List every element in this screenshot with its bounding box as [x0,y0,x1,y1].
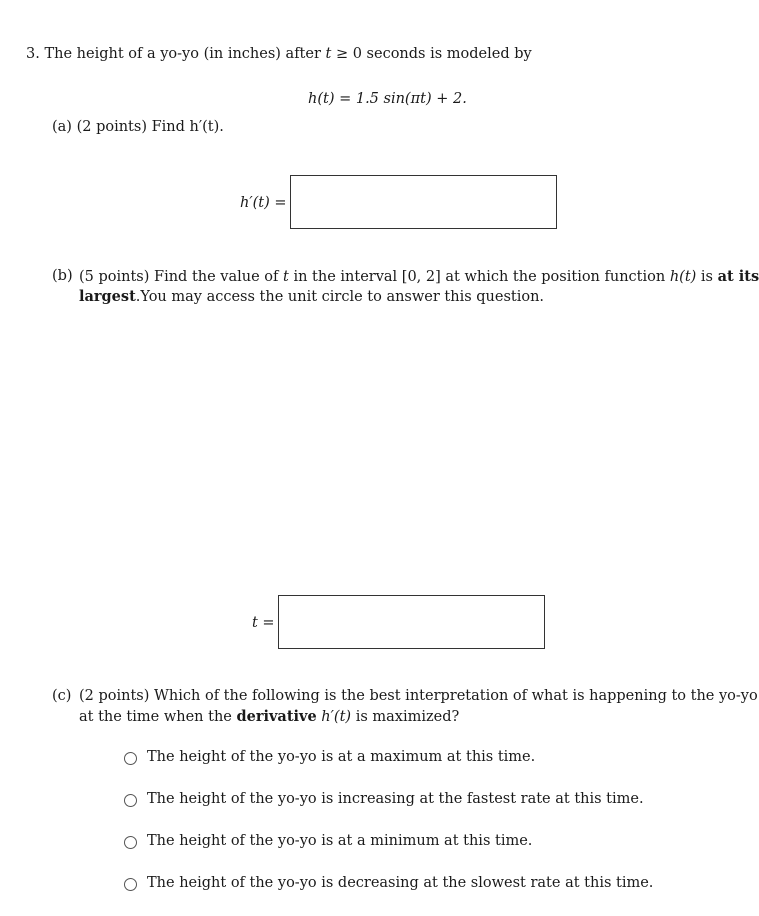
part-a-answer-box[interactable] [290,175,557,229]
option-1-radio[interactable] [124,752,137,765]
option-4-label[interactable]: The height of the yo-yo is decreasing at the slowest rate at this time. [147,875,654,891]
part-b-text-b: in the interval [0, 2] at which the position function [293,269,666,285]
part-b-answer-label: t = [252,615,275,631]
problem-intro-cond: ≥ 0 seconds is modeled by [335,46,532,62]
problem-intro-var: t [325,46,332,62]
part-b-bold-b: largest [79,288,136,305]
part-c-prompt-line2 [79,708,459,725]
part-a-prompt [52,119,224,135]
part-a-text: (2 points) Find h′(t). [76,119,224,135]
problem-intro: The height of a yo-yo (in inches) after [44,46,321,62]
part-a-label: (a) [52,119,72,135]
option-1-label[interactable]: The height of the yo-yo is at a maximum at this time. [147,749,536,765]
part-b-text-a: (5 points) Find the value of [79,269,279,285]
part-b-label: (b) [52,268,73,284]
part-c-text-a: at the time when the [79,709,232,725]
part-b-prompt-line2 [79,288,544,305]
problem-number: 3. [26,46,40,62]
option-2-label[interactable]: The height of the yo-yo is increasing at the fastest rate at this time. [147,791,644,807]
part-b-text-d: .You may access the unit circle to answer this question. [135,289,545,305]
part-c-fn: h′(t) [321,709,352,725]
option-4-radio[interactable] [124,878,137,891]
part-b-prompt-line1 [79,268,759,285]
part-b-bold-a: at its [717,268,759,285]
model-equation: h(t) = 1.5 sin(πt) + 2. [308,91,467,107]
part-c-text-b: is maximized? [355,709,460,725]
part-a-answer-label: h′(t) = [240,195,287,211]
part-c-prompt-line1: (2 points) Which of the following is the best interpretation of what is happening to the yo-yo [79,688,758,704]
problem-statement [26,46,532,62]
part-b-var: t [283,269,289,285]
option-3-label[interactable]: The height of the yo-yo is at a minimum at this time. [147,833,533,849]
part-b-text-c: is [700,269,714,285]
option-3-radio[interactable] [124,836,137,849]
part-c-bold: derivative [236,708,317,725]
part-c-label: (c) [52,688,72,704]
option-2-radio[interactable] [124,794,137,807]
part-b-answer-box[interactable] [278,595,545,649]
part-b-fn: h(t) [669,269,697,285]
